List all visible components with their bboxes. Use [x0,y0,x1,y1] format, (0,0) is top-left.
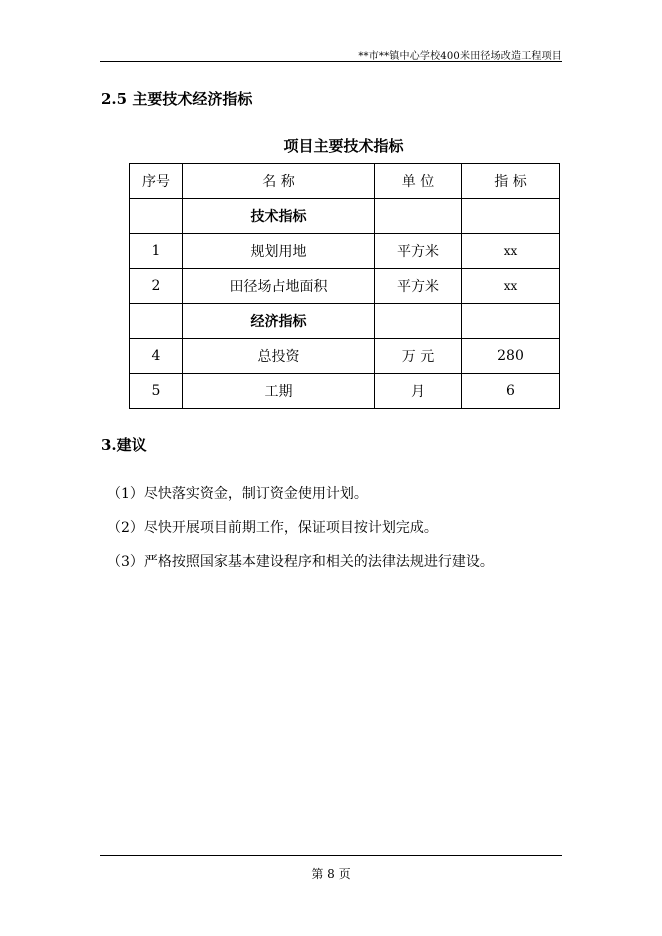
table-row [130,199,560,234]
cell-category: 技术指标 [183,199,375,234]
recommendation-item: （2）尽快开展项目前期工作，保证项目按计划完成。 [107,520,438,536]
section-2-5-heading: 2.5 主要技术经济指标 [101,90,253,108]
cell-unit: 平方米 [375,234,462,269]
cell-unit: 月 [375,374,462,409]
cell-value: xx [462,269,560,304]
cell-value [462,199,560,234]
cell-name: 工期 [183,374,375,409]
cell-seq: 1 [130,234,183,269]
cell-name: 总投资 [183,339,375,374]
cell-seq: 2 [130,269,183,304]
page-number: 第 8 页 [311,867,351,881]
table-row [130,374,560,409]
cell-name: 规划用地 [183,234,375,269]
cell-seq [130,304,183,339]
table-row [130,269,560,304]
footer-divider [100,855,562,856]
cell-value: 280 [462,339,560,374]
cell-unit [375,304,462,339]
header-value: 指 标 [462,164,560,199]
recommendation-item: （3）严格按照国家基本建设程序和相关的法律法规进行建设。 [107,554,494,570]
table-caption: 项目主要技术指标 [283,137,404,155]
recommendation-item: （1）尽快落实资金，制订资金使用计划。 [107,486,368,502]
running-header: **市**镇中心学校400米田径场改造工程项目 [358,51,562,62]
table-row [130,304,560,339]
cell-value: xx [462,234,560,269]
header-seq: 序号 [130,164,183,199]
table-row [130,339,560,374]
table-row [130,234,560,269]
cell-name: 田径场占地面积 [183,269,375,304]
cell-seq: 4 [130,339,183,374]
cell-unit: 万 元 [375,339,462,374]
cell-value: 6 [462,374,560,409]
header-unit: 单 位 [375,164,462,199]
cell-value [462,304,560,339]
cell-unit [375,199,462,234]
cell-category: 经济指标 [183,304,375,339]
header-name: 名 称 [183,164,375,199]
section-3-heading: 3.建议 [101,436,147,454]
header-divider [100,61,562,62]
technical-indicators-table [129,163,560,409]
cell-seq [130,199,183,234]
cell-seq: 5 [130,374,183,409]
cell-unit: 平方米 [375,269,462,304]
table-header-row [130,164,560,199]
